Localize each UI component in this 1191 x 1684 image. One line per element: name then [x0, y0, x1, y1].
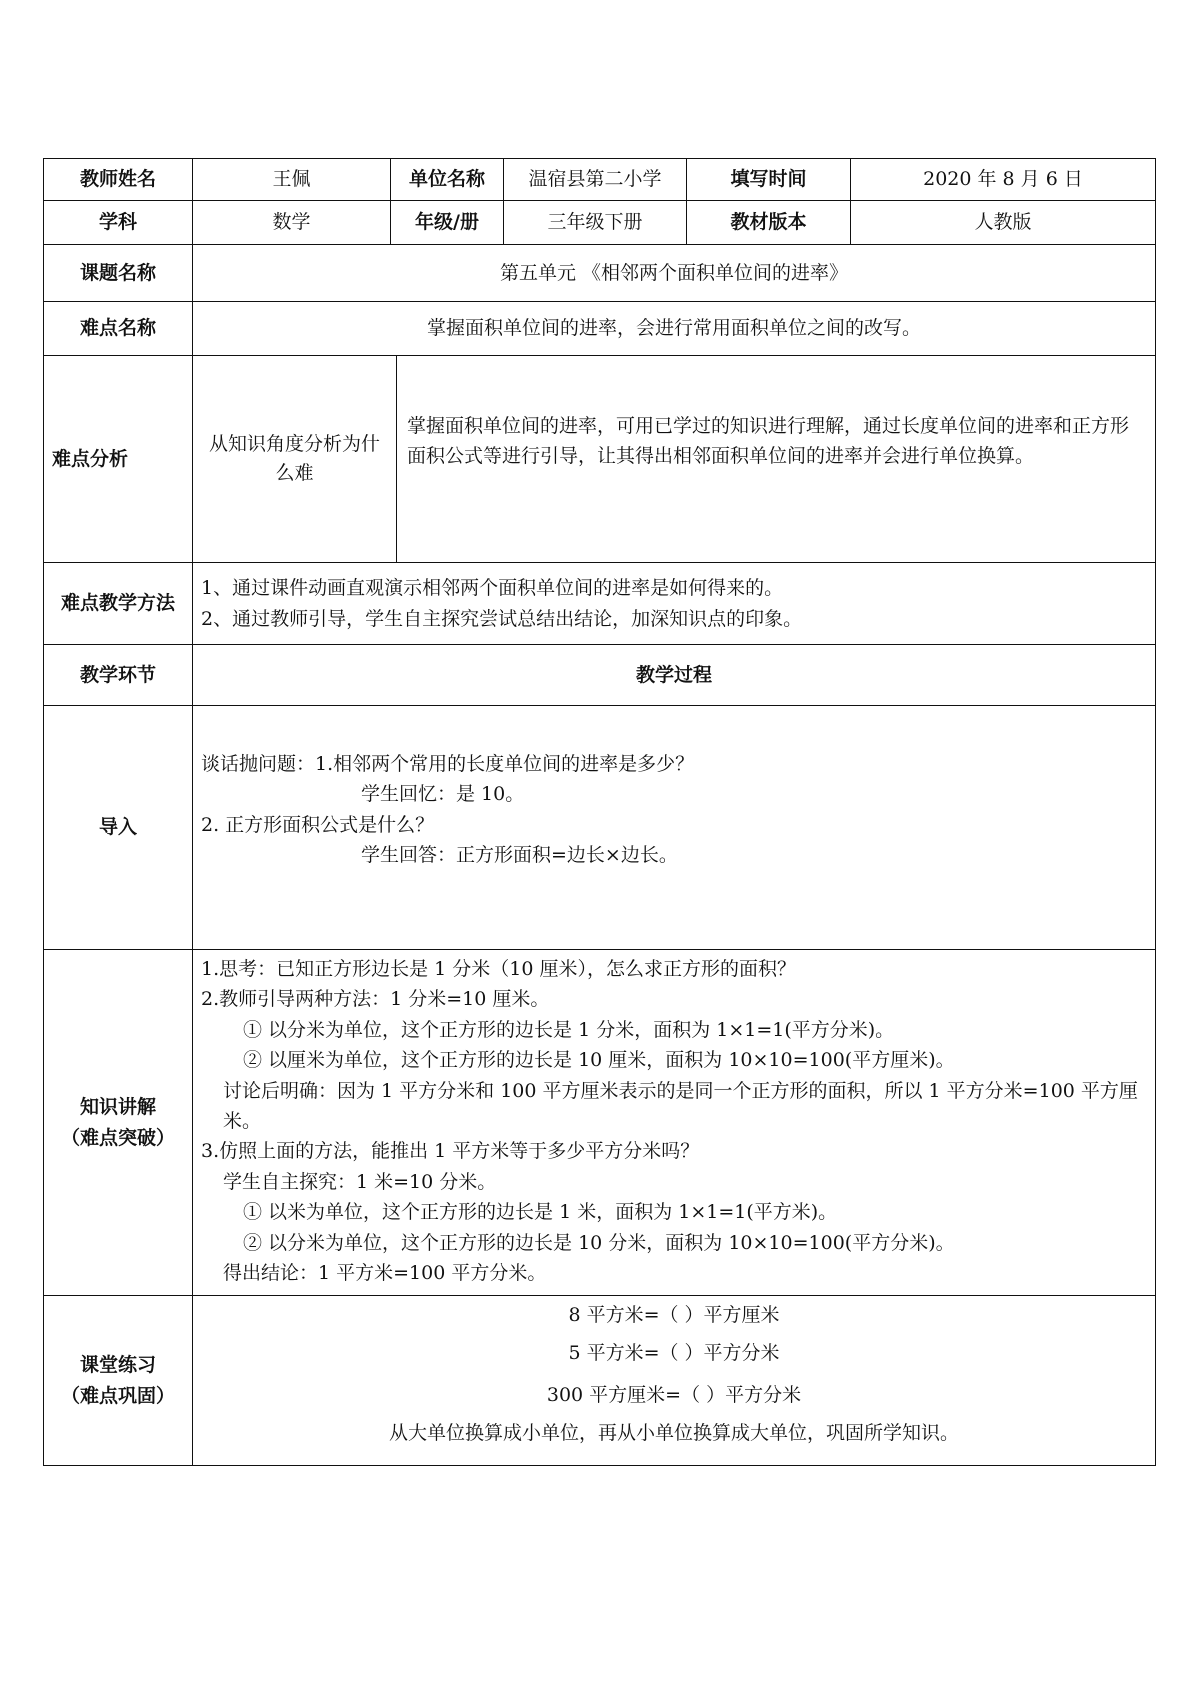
practice-label-2: （难点巩固） — [60, 1384, 175, 1407]
unit-value: 温宿县第二小学 — [504, 159, 687, 201]
intro-row — [44, 706, 1156, 950]
intro-label: 导入 — [44, 706, 193, 950]
analysis-sub-label: 从知识角度分析为什么难 — [193, 356, 397, 562]
explain-content — [193, 950, 1156, 1296]
topic-row — [44, 245, 1156, 302]
explain-line-2: 2.教师引导两种方法：1 分米=10 厘米。 — [201, 988, 550, 1011]
explain-line-9: ② 以分米为单位，这个正方形的边长是 10 分米，面积为 10×10=100(平方分米)。 — [243, 1231, 955, 1254]
date-value: 2020 年 8 月 6 日 — [851, 159, 1156, 201]
lesson-plan-table — [43, 158, 1156, 1466]
explain-line-10: 得出结论：1 平方米=100 平方分米。 — [223, 1261, 547, 1284]
analysis-text: 掌握面积单位间的进率，可用已学过的知识进行理解，通过长度单位间的进率和正方形面积公式等进行引导，让其得出相邻面积单位间的进率并会进行单位换算。 — [407, 415, 1130, 468]
analysis-label: 难点分析 — [44, 356, 193, 563]
practice-content — [193, 1296, 1156, 1466]
intro-line-2: 学生回忆：是 10。 — [361, 783, 525, 806]
explain-line-4: ② 以厘米为单位，这个正方形的边长是 10 厘米，面积为 10×10=100(平方厘米)。 — [243, 1049, 955, 1072]
difficulty-value: 掌握面积单位间的进率，会进行常用面积单位之间的改写。 — [193, 302, 1156, 356]
method-content — [193, 563, 1156, 645]
method-row — [44, 563, 1156, 645]
date-label: 填写时间 — [687, 159, 851, 201]
unit-label: 单位名称 — [391, 159, 504, 201]
explain-label-1: 知识讲解 — [79, 1096, 156, 1119]
process-header-row — [44, 645, 1156, 706]
explain-label-2: （难点突破） — [60, 1126, 175, 1149]
practice-line-3: 300 平方厘米=（ ）平方分米 — [546, 1383, 802, 1406]
grade-value: 三年级下册 — [504, 201, 687, 245]
analysis-row — [44, 356, 1156, 563]
practice-line-1: 8 平方米=（ ）平方厘米 — [568, 1304, 780, 1326]
stage-header: 教学环节 — [44, 645, 193, 706]
teacher-label: 教师姓名 — [44, 159, 193, 201]
method-line-2: 2、通过教师引导，学生自主探究尝试总结出结论，加深知识点的印象。 — [201, 607, 803, 630]
teacher-value: 王佩 — [193, 159, 391, 201]
intro-line-3: 2. 正方形面积公式是什么？ — [201, 813, 435, 836]
intro-line-4: 学生回答：正方形面积=边长×边长。 — [361, 843, 678, 866]
method-label: 难点教学方法 — [44, 563, 193, 645]
subject-value: 数学 — [193, 201, 391, 245]
method-line-1: 1、通过课件动画直观演示相邻两个面积单位间的进率是如何得来的。 — [201, 577, 784, 600]
explain-line-7: 学生自主探究：1 米=10 分米。 — [223, 1170, 497, 1193]
edition-value: 人教版 — [851, 201, 1156, 245]
subject-label: 学科 — [44, 201, 193, 245]
difficulty-label: 难点名称 — [44, 302, 193, 356]
explain-line-3: ① 以分米为单位，这个正方形的边长是 1 分米，面积为 1×1=1(平方分米)。 — [243, 1018, 895, 1041]
intro-content — [193, 706, 1156, 950]
practice-label — [44, 1296, 193, 1466]
edition-label: 教材版本 — [687, 201, 851, 245]
process-header: 教学过程 — [193, 645, 1156, 706]
practice-line-4: 从大单位换算成小单位，再从小单位换算成大单位，巩固所学知识。 — [388, 1421, 959, 1444]
explain-line-6: 3.仿照上面的方法，能推出 1 平方米等于多少平方分米吗？ — [201, 1140, 700, 1163]
explain-line-1: 1.思考：已知正方形边长是 1 分米（10 厘米），怎么求正方形的面积？ — [201, 958, 797, 980]
practice-row — [44, 1296, 1156, 1466]
intro-line-1: 谈话抛问题：1.相邻两个常用的长度单位间的进率是多少？ — [201, 752, 695, 775]
practice-label-1: 课堂练习 — [79, 1354, 156, 1377]
explain-line-5: 讨论后明确：因为 1 平方分米和 100 平方厘米表示的是同一个正方形的面积，所以 1 平方分米=100 平方厘米。 — [223, 1079, 1138, 1132]
header-row-1 — [44, 159, 1156, 201]
explain-row — [44, 950, 1156, 1296]
topic-label: 课题名称 — [44, 245, 193, 302]
grade-label: 年级/册 — [391, 201, 504, 245]
difficulty-row — [44, 302, 1156, 356]
explain-line-8: ① 以米为单位，这个正方形的边长是 1 米，面积为 1×1=1(平方米)。 — [243, 1201, 838, 1224]
topic-value: 第五单元 《相邻两个面积单位间的进率》 — [193, 245, 1156, 302]
header-row-2 — [44, 201, 1156, 245]
practice-line-2: 5 平方米=（ ）平方分米 — [568, 1342, 780, 1365]
analysis-content — [193, 356, 1156, 563]
explain-label — [44, 950, 193, 1296]
